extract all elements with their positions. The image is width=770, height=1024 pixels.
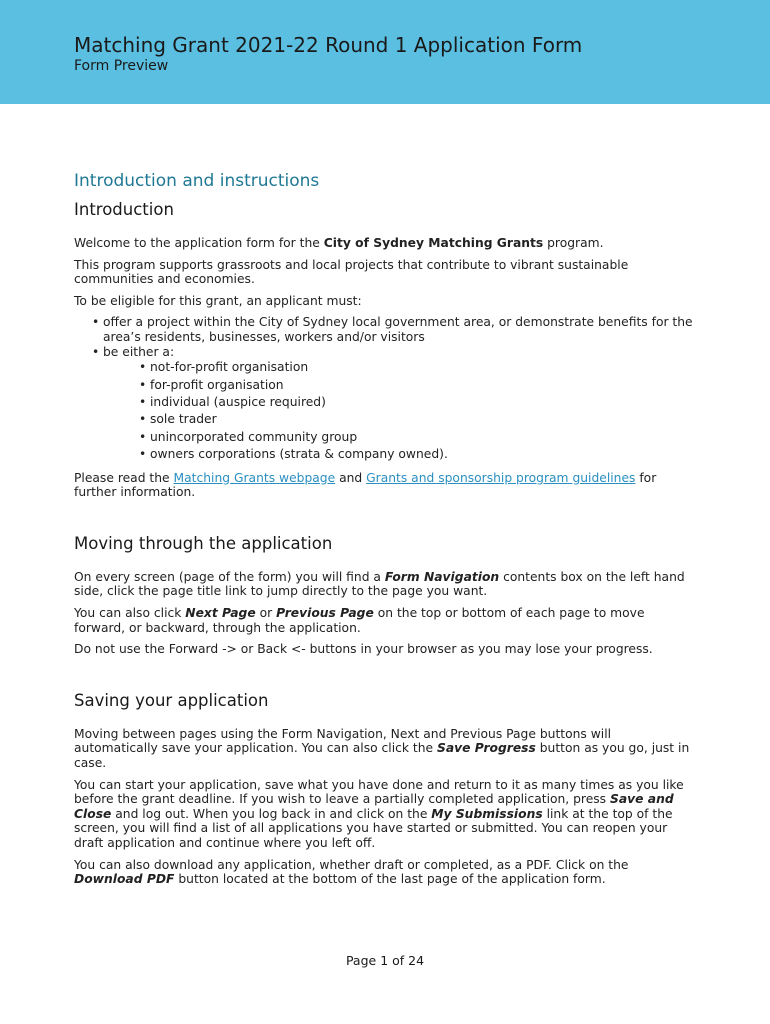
- intro-heading: Introduction: [74, 200, 174, 219]
- intro-paragraph-read-more: Please read the Matching Grants webpage and Grants and sponsorship program guidelines for further information.: [74, 470, 657, 500]
- list-item: • owners corporations (strata & company owned).: [139, 446, 694, 463]
- saving-paragraph-autosave: Moving between pages using the Form Navigation, Next and Previous Page buttons will automatically save your application. You can also click the Save Progress button as you go, just in case.: [74, 726, 690, 770]
- intro-paragraph-welcome: Welcome to the application form for the City of Sydney Matching Grants program.: [74, 236, 604, 250]
- moving-paragraph-warning: Do not use the Forward -> or Back <- buttons in your browser as you may lose your progress.: [74, 642, 653, 657]
- page-content: [74, 170, 694, 894]
- intro-paragraph-eligibility: To be eligible for this grant, an applicant must:: [74, 293, 362, 308]
- moving-heading: Moving through the application: [74, 533, 333, 553]
- list-item: • sole trader: [139, 411, 694, 428]
- form-title: Matching Grant 2021-22 Round 1 Application Form: [74, 33, 583, 57]
- entity-type-list: [139, 359, 694, 463]
- program-guidelines-link[interactable]: Grants and sponsorship program guidelines: [366, 470, 636, 485]
- saving-heading: Saving your application: [74, 690, 269, 710]
- eligibility-list: [92, 315, 694, 463]
- saving-paragraph-resume: You can start your application, save what you have done and return to it as many times as you like before the grant deadline. If you wish to leave a partially completed application, press Save and Close and log out. When you log back in and click on the My Submissions link at the top of the screen, you will find a list of all applications you have started or submitted. You can reopen your draft application and continue where you left off.: [74, 777, 684, 850]
- intro-paragraph-program: This program supports grassroots and local projects that contribute to vibrant sustainable communities and economies.: [74, 257, 629, 287]
- moving-paragraph-pages: You can also click Next Page or Previous Page on the top or bottom of each page to move forward, or backward, through the application.: [74, 605, 645, 635]
- form-subtitle: Form Preview: [74, 58, 169, 74]
- section-title: Introduction and instructions: [74, 171, 320, 191]
- page-number: Page 1 of 24: [345, 953, 425, 968]
- list-item: • not-for-profit organisation: [139, 359, 694, 376]
- page-header: [0, 0, 770, 104]
- list-item: • individual (auspice required): [139, 394, 694, 411]
- saving-paragraph-download: You can also download any application, whether draft or completed, as a PDF. Click on the Download PDF button located at the bottom of the last page of the application form.: [74, 857, 629, 887]
- list-item: • be either a: • not-for-profit organisation • for-profit organisation • individual (auspice required) • sole trader • unincorporated community group • owners corporations (strata & company owned).: [92, 345, 694, 464]
- matching-grants-webpage-link[interactable]: Matching Grants webpage: [173, 470, 336, 485]
- moving-paragraph-navigation: On every screen (page of the form) you will find a Form Navigation contents box on the left hand side, click the page title link to jump directly to the page you want.: [74, 569, 685, 599]
- list-item: • offer a project within the City of Sydney local government area, or demonstrate benefits for the area’s residents, businesses, workers and/or visitors: [92, 315, 694, 344]
- list-item: • unincorporated community group: [139, 429, 694, 446]
- list-item: • for-profit organisation: [139, 377, 694, 394]
